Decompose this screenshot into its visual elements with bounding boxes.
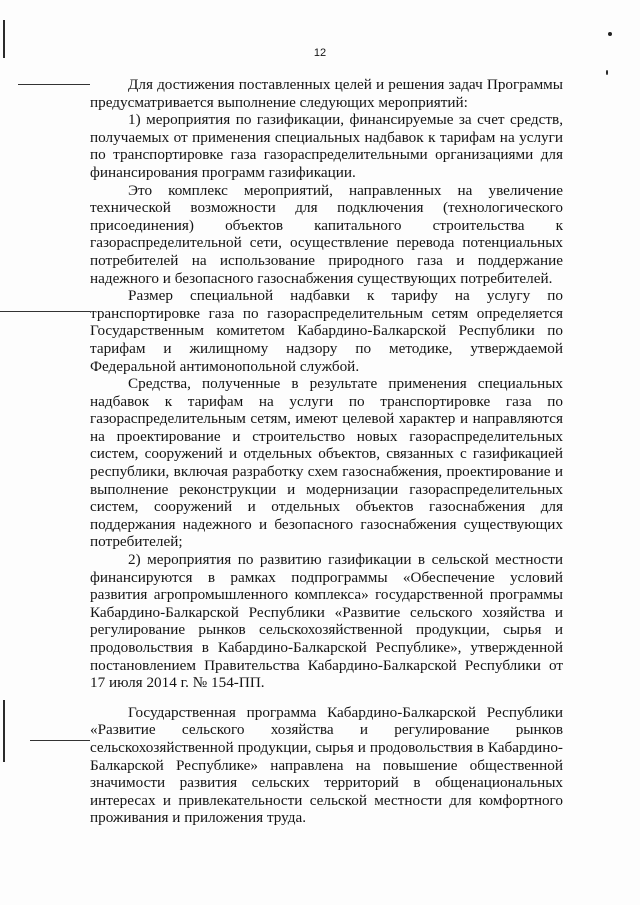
scan-line-artefact: [0, 311, 90, 312]
scan-line-artefact: [30, 740, 90, 741]
document-body: [90, 76, 563, 827]
paragraph: Размер специальной надбавки к тарифу на услугу по транспортировке газа по газораспределительным сетям определяется Государственным комитетом Кабардино-Балкарской Республики по тарифам и жилищному надзору по методике, утверждаемой Федеральной антимонопольной службой.: [90, 287, 563, 375]
paragraph: Для достижения поставленных целей и решения задач Программы предусматривается выполнение следующих мероприятий:: [90, 76, 563, 111]
paragraph: Средства, полученные в результате применения специальных надбавок к тарифам на услуги по транспортировке газа по газораспределительным сетям, имеют целевой характер и направляются на проектирование и строительство новых газораспределительных систем, сооружений и отдельных объектов, связанных с газификацией республики, включая разработку схем газоснабжения, проектирование и выполнение реконструкции и модернизации газораспределительных систем, сооружений и отдельных объектов газоснабжения для поддержания надежного и безопасного газоснабжения существующих потребителей;: [90, 375, 563, 551]
scan-line-artefact: [18, 84, 90, 85]
page-number: 12: [313, 47, 327, 59]
scan-speck: [606, 70, 608, 75]
scan-edge-mark: [3, 700, 5, 762]
scan-edge-mark: [3, 20, 5, 58]
scan-speck: [608, 32, 612, 36]
paragraph: Это комплекс мероприятий, направленных на увеличение технической возможности для подключения (технологического присоединения) объектов капитального строительства к газораспределительной сети, осуществление перевода потенциальных потребителей на использование природного газа и поддержание надежного и безопасного газоснабжения существующих потребителей.: [90, 181, 563, 287]
paragraph: Государственная программа Кабардино-Балкарской Республики «Развитие сельского хозяйства и регулирование рынков сельскохозяйственной продукции, сырья и продовольствия в Кабардино-Балкарской Республике» направлена на повышение общественной значимости развития сельских территорий в общенациональных интересах и привлекательности сельской местности для комфортного проживания и приложения труда.: [90, 703, 563, 827]
paragraph: 1) мероприятия по газификации, финансируемые за счет средств, получаемых от применения специальных надбавок к тарифам на услуги по транспортировке газа газораспределительными организациями для финансирования программ газификации.: [90, 111, 563, 181]
paragraph: 2) мероприятия по развитию газификации в сельской местности финансируются в рамках подпрограммы «Обеспечение условий развития агропромышленного комплекса» государственной программы Кабардино-Балкарской Республики «Развитие сельского хозяйства и регулирование рынков сельскохозяйственной продукции, сырья и продовольствия в Кабардино-Балкарской Республике», утвержденной постановлением Правительства Кабардино-Балкарской Республики от 17 июля 2014 г. № 154-ПП.: [90, 551, 563, 692]
